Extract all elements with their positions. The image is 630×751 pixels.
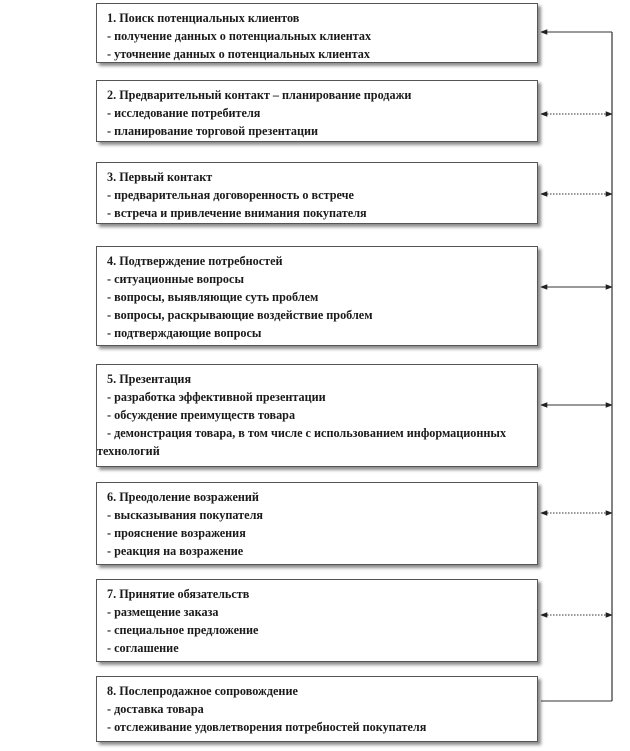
stage-6-item: - реакция на возражение [107, 544, 244, 558]
stage-6-item: - прояснение возражения [107, 526, 246, 540]
stage-6-heading: 6. Преодоление возражений [107, 490, 259, 504]
stage-6-item: - высказывания покупателя [107, 508, 264, 522]
stage-5-item: - демонстрация товара, в том числе с использованием информационных технологий [97, 426, 507, 458]
stage-5-item: - обсуждение преимуществ товара [107, 408, 296, 422]
stage-4-item: - ситуационные вопросы [107, 272, 244, 286]
stage-2-heading: 2. Предварительный контакт – планирование продажи [107, 88, 412, 102]
stage-5-item: - разработка эффективной презентации [107, 390, 326, 404]
stage-4-item: - вопросы, раскрывающие воздействие проблем [107, 308, 373, 322]
stage-3-box [96, 162, 538, 224]
stage-8-item: - отслеживание удовлетворения потребностей покупателя [107, 720, 427, 734]
stage-3-item: - встреча и привлечение внимания покупателя [107, 206, 367, 220]
stage-7-item: - соглашение [107, 641, 179, 655]
stage-1-item: - получение данных о потенциальных клиентах [107, 29, 372, 43]
stage-7-heading: 7. Принятие обязательств [107, 587, 250, 601]
stage-4-item: - вопросы, выявляющие суть проблем [107, 290, 319, 304]
stage-1-box [96, 3, 538, 63]
stage-7-box [96, 579, 538, 662]
stage-8-box [96, 676, 538, 742]
stage-7-item: - специальное предложение [107, 623, 259, 637]
stage-3-item: - предварительная договоренность о встрече [107, 188, 354, 202]
stage-8-item: - доставка товара [107, 702, 204, 716]
stage-5-heading: 5. Презентация [107, 372, 192, 386]
stage-2-item: - планирование торговой презентации [107, 124, 319, 138]
stage-1-heading: 1. Поиск потенциальных клиентов [107, 11, 300, 25]
stage-4-heading: 4. Подтверждение потребностей [107, 254, 283, 268]
stage-3-heading: 3. Первый контакт [107, 170, 213, 184]
stage-7-item: - размещение заказа [107, 605, 219, 619]
stage-4-item: - подтверждающие вопросы [107, 326, 262, 340]
stage-8-heading: 8. Послепродажное сопровождение [107, 684, 298, 698]
stage-5-box [96, 364, 538, 467]
stage-2-item: - исследование потребителя [107, 106, 261, 120]
stage-1-item: - уточнение данных о потенциальных клиентах [107, 47, 370, 61]
stage-6-box [96, 482, 538, 565]
stage-2-box [96, 80, 538, 142]
stage-4-box [96, 246, 538, 346]
